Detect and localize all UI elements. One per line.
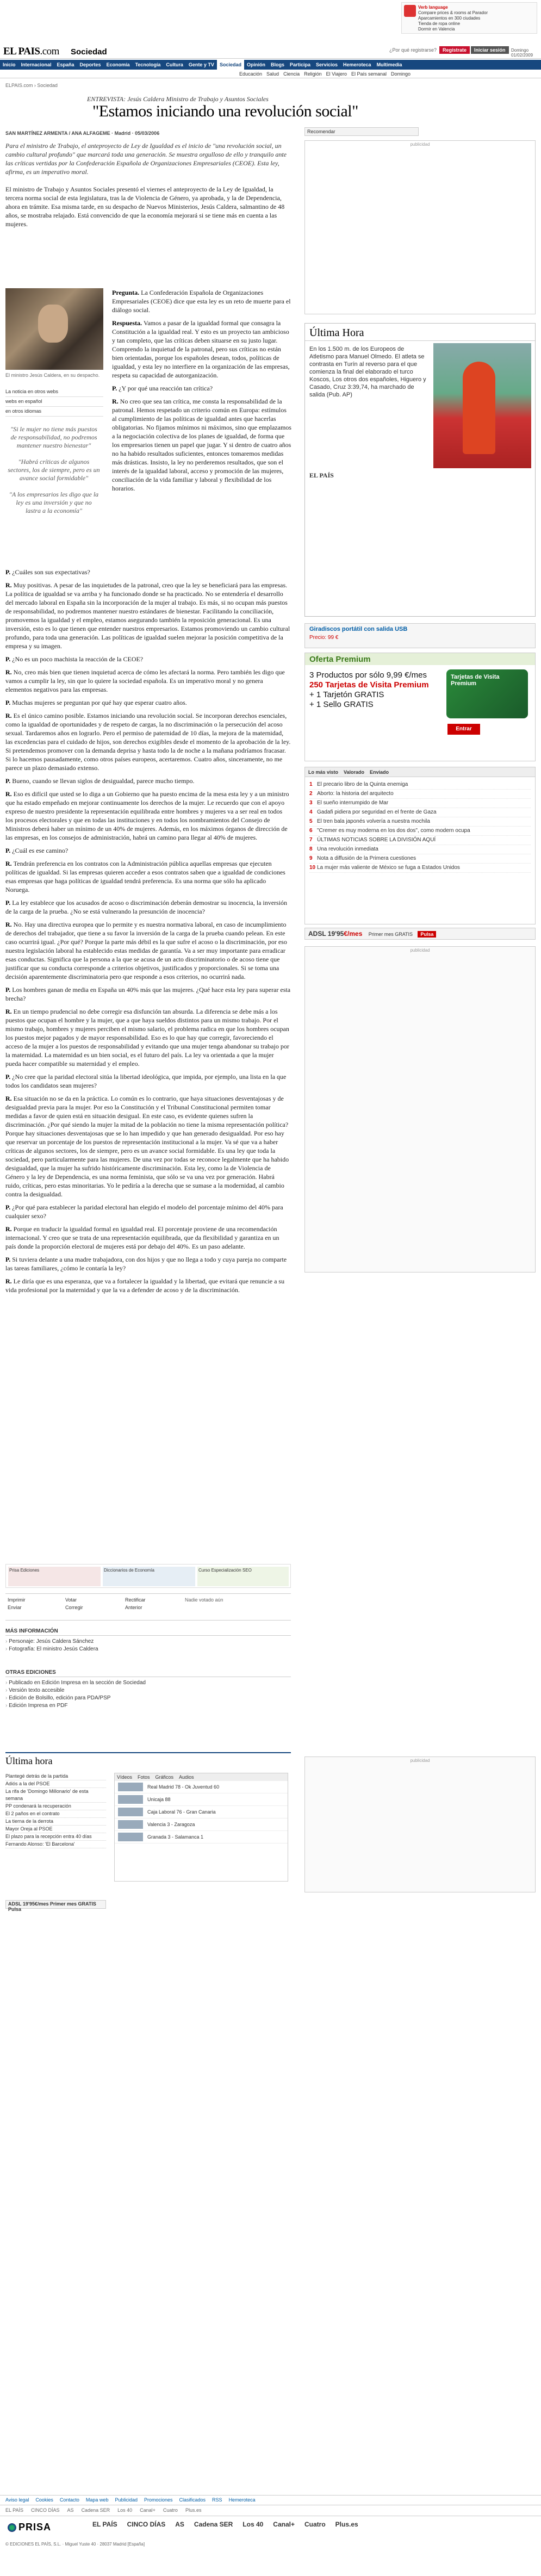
- most-viewed-item[interactable]: [309, 827, 531, 836]
- rank-number: 2: [309, 791, 313, 797]
- footer-links: [0, 2495, 541, 2504]
- qa-text: Eso es difícil que usted se lo diga a un Gobierno que ha puesto encima de la mesa esta ley y a un ministro que ha estado empeñado en mejorar continuamente los derechos de la mujer. Le recuerdo que con el apoyo expreso de nuestro presidente la representación equilibrada entre hombres y mujeres va a ser real en todos los procesos electorales y que en todas las instituciones y en todos los nombramientos del Consejo de Ministros deberá haber un mínimo de un 40% de mujeres. Además, en los máximos órganos de dirección de las empresas, en los consejos de administración, habrá un camino para llegar al 40% de mujeres.: [5, 790, 289, 841]
- media-item[interactable]: Real Madrid 78 - Ok Juventud 60: [115, 1781, 288, 1793]
- qa-paragraph: [5, 790, 291, 842]
- other-edition-link[interactable]: › Edición Impresa en PDF: [5, 1702, 291, 1710]
- ad-logo-icon: [404, 5, 416, 17]
- footer-link[interactable]: Promociones: [144, 2497, 173, 2503]
- prisa-brand[interactable]: Cadena SER: [194, 2521, 233, 2528]
- ad-line[interactable]: Dormir en Valencia: [418, 27, 455, 32]
- qa-text: Los hombres ganan de media en España un 40% más que las mujeres. ¿Qué hace esta ley para superar esta brecha?: [5, 986, 291, 1002]
- qa-paragraph: [5, 777, 291, 785]
- nav-item[interactable]: Blogs: [270, 62, 284, 67]
- article-body-column: [112, 288, 291, 497]
- qa-label: P.: [5, 847, 13, 854]
- footer-site[interactable]: CINCO DÍAS: [31, 2507, 60, 2513]
- rank-number: 4: [309, 809, 313, 815]
- most-viewed-item[interactable]: [309, 808, 531, 817]
- nav-item[interactable]: Hemeroteca: [343, 62, 371, 67]
- qa-paragraph: [5, 846, 291, 855]
- qa-text: ¿No cree que la paridad electoral sitúa la libertad ideológica, que impida, por ejemplo, una lista en la que todos los candidatos sean mujeres?: [5, 1073, 287, 1089]
- subnav-item[interactable]: El País semanal: [351, 71, 387, 77]
- nav-item[interactable]: España: [57, 62, 74, 67]
- qa-text: Porque en traducir la igualdad formal en igualdad real. El porcentaje proviene de una recomendación internacional. Y creo que se trata de una representación equilibrada, que da flexibilidad y garantiza en un país donde la proporción electoral de mujeres está por debajo del 40%. Es un paso adelante.: [5, 1225, 279, 1250]
- most-viewed-link[interactable]: Una revolución inmediata: [317, 846, 378, 852]
- ad-slot[interactable]: publicidad: [304, 140, 536, 314]
- most-viewed-item[interactable]: [309, 817, 531, 827]
- prisa-brand[interactable]: Plus.es: [335, 2521, 358, 2528]
- qa-text: Le diría que es una esperanza, que va a fortalecer la igualdad y la libertad, que evitará que renuncie a su vida profesional por la maternidad y que la va a defender de acoso y de la discriminación.: [5, 1277, 285, 1294]
- rank-number: 9: [309, 855, 313, 861]
- rank-number: 3: [309, 800, 313, 806]
- qa-label: P.: [5, 986, 13, 994]
- ultima-hora-box: [304, 323, 536, 617]
- ad-line[interactable]: Tienda de ropa online: [418, 21, 461, 26]
- most-viewed-link[interactable]: Nota a diffusión de la Primera cuestiones: [317, 855, 416, 861]
- qa-label: P.: [5, 1256, 13, 1263]
- product-ad[interactable]: Giradiscos portátil con salida USB Precio: 99 €: [304, 623, 536, 648]
- nav-item[interactable]: Sociedad: [217, 60, 244, 70]
- most-viewed-item[interactable]: [309, 854, 531, 864]
- sub-nav: [0, 70, 541, 78]
- qa-text: Esa situación no se da en la práctica. Lo común es lo contrario, que haya situaciones desventajosas y de desigualdad previa para la mujer. Por eso la Constitución y el Tribunal Constitucional permiten tomar medidas a favor de quien está en situación desigual. En este caso, es evidente quienes sufren la discriminación. ¿Por qué siendo la mujer la mitad de la población no tiene la misma representación política? Porque hay situaciones desventajosas que se lo han impedido y que han generado desigualdad. Por eso hay que reservar un porcentaje de los puestos de representación institucional a la mujer. Va sé que va a haber críticas de algunos sectores, los de siempre, pero es un avance social formidable. Es una ley que toda la sociedad, pero particularmente para las mujeres. De una vez por todas se reconoce legalmente que ha habido desigualdad, que la mujer ha sufrido históricamente discriminación. Esta ley, como la de Violencia de Género y la ley de Dependencia, es una norma feminista, que sólo se va una vez por generación. Habrá ruido, críticas, pero estas minoritarias. Yo le pediría a la derecha que se sumase a la modernidad, al cambio contra la desigualdad.: [5, 1095, 289, 1198]
- other-edition-link[interactable]: › Edición de Bolsillo, edición para PDA/PSP: [5, 1694, 291, 1702]
- footer-site[interactable]: Canal+: [140, 2507, 156, 2513]
- footer-site[interactable]: AS: [67, 2507, 74, 2513]
- nav-item[interactable]: Participa: [289, 62, 310, 67]
- footer-site[interactable]: Los 40: [117, 2507, 133, 2513]
- footer-site[interactable]: Plus.es: [185, 2507, 202, 2513]
- most-viewed-link[interactable]: La mujer más valiente de México se fuga a Estados Unidos: [317, 865, 460, 871]
- rank-number: 8: [309, 846, 313, 852]
- rank-number: 6: [309, 828, 313, 834]
- footer-site[interactable]: Cuatro: [163, 2507, 178, 2513]
- most-viewed-item[interactable]: [309, 845, 531, 854]
- more-info: MÁS INFORMACIÓN › Personaje: Jesús Caldera Sánchez › Fotografía: El ministro Jesús Caldera: [5, 1628, 291, 1653]
- premium-enter-button[interactable]: Entrar: [447, 724, 480, 735]
- breadcrumb[interactable]: ELPAIS.com › Sociedad: [5, 83, 58, 88]
- qa-label: R.: [5, 1008, 14, 1015]
- qa-paragraph: [5, 698, 291, 707]
- qa-label: R.: [5, 712, 14, 719]
- nav-item[interactable]: Economía: [106, 62, 130, 67]
- footer-link[interactable]: Aviso legal: [5, 2497, 29, 2503]
- qa-paragraph: [5, 1203, 291, 1220]
- qa-text: Muy positivas. A pesar de las inquietudes de la patronal, creo que la ley se beneficiará para las empresas. La política de igualdad se va arriba y ha funcionado donde se ha practicado. No se entendería el desarrollo del mercado laboral en España sin la incorporación de la mujer al trabajo. Es más, si no ocupan más puestos de responsabilidad, no podremos mantener nuestro estándares de bienestar. Facilitando la conciliación, promovemos la igualdad y el empleo, estamos asegurando también la reposición generacional. Es una inversión, esto es lo que tienen que entender nuestros empresarios. Estamos promoviendo un cambio cultural profundo, para toda una generación. Las políticas de igualdad suelen mejorar la posición competitiva de la empresa y su imagen.: [5, 581, 290, 650]
- qa-text: Muchas mujeres se preguntan por qué hay que esperar cuatro años.: [12, 699, 187, 706]
- adsl-ad[interactable]: ADSL 19'95€/mes Primer mes GRATIS Pulsa: [304, 928, 536, 940]
- nav-item[interactable]: Inicio: [3, 62, 16, 67]
- ultima-hora-item[interactable]: Fernando Alonso: 'El Barcelona': [5, 1841, 106, 1848]
- photo-caption: El ministro Jesús Caldera, en su despacho.: [5, 373, 100, 378]
- top-ad[interactable]: [401, 2, 537, 34]
- previous-button[interactable]: Anterior: [125, 1605, 142, 1610]
- ultima-hora-item[interactable]: Adiós a la del PSOE: [5, 1780, 106, 1788]
- ultima-hora-item[interactable]: La tierna de la derrota: [5, 1818, 106, 1826]
- subnav-item[interactable]: Salud: [266, 71, 279, 77]
- qa-text: Vamos a pasar de la igualdad formal que consagra la Constitución a la igualdad real. Y esto es un proyecto tan ambicioso y tan completo, que las críticas deben situarse en su justo lugar. Comprendo la inquietud de la patronal, pero sus críticas no están bien orientadas, porque los españoles desean, todos, políticas de igualdad, y esta ley no interfiere en la organización de las empresas, respeta su capacidad de autorganización.: [112, 319, 290, 379]
- nav-item[interactable]: Gente y TV: [188, 62, 214, 67]
- rank-number: 7: [309, 837, 313, 843]
- qa-paragraph: [5, 898, 291, 916]
- qa-text: Bueno, cuando se llevan siglos de desigualdad, parece mucho tiempo.: [12, 777, 195, 785]
- article-tools[interactable]: [304, 127, 419, 136]
- subnav-item[interactable]: Religión: [304, 71, 322, 77]
- footer-link[interactable]: Cookies: [35, 2497, 53, 2503]
- prisa-brand[interactable]: CINCO DÍAS: [127, 2521, 166, 2528]
- rank-number: 10: [309, 865, 316, 871]
- media-item[interactable]: Granada 3 - Salamanca 1: [115, 1831, 288, 1843]
- correct-button[interactable]: Corregir: [65, 1605, 83, 1610]
- footer-site[interactable]: Cadena SER: [81, 2507, 110, 2513]
- rank-number: 5: [309, 818, 313, 824]
- most-viewed-link[interactable]: Aborto: la historia del arquitecto: [317, 791, 394, 797]
- related-link[interactable]: en otros idiomas: [5, 407, 103, 417]
- qa-text: La ley establece que los acusados de acoso o discriminación deberán demostrar su inocencia, la inversión de la carga de la prueba. ¿No se está vulnerando la presunción de inocencia?: [5, 899, 288, 915]
- media-item[interactable]: Caja Laboral 76 - Gran Canaria: [115, 1806, 288, 1818]
- most-viewed: [304, 767, 536, 924]
- qa-paragraph: [5, 581, 291, 650]
- ad-title: Verb language: [418, 5, 448, 10]
- qa-text: Si tuviera delante a una madre trabajadora, con dos hijos y que no llega a todo y cuya pareja no comparte las tareas familiares, ¿cómo le contaría la ley?: [5, 1256, 287, 1272]
- prisa-logo[interactable]: PRISA: [8, 2522, 51, 2533]
- qa-paragraph: [5, 1072, 291, 1090]
- qa-label: R.: [5, 921, 14, 928]
- footer-link[interactable]: Contacto: [59, 2497, 79, 2503]
- prisa-globe-icon: [8, 2523, 16, 2532]
- qa-label: R.: [5, 1225, 14, 1233]
- other-editions: OTRAS EDICIONES › Publicado en Edición Impresa en la sección de Sociedad › Versión texto accesible › Edición de Bolsillo, edición para PDA/PSP › Edición Impresa en PDF: [5, 1669, 291, 1710]
- qa-paragraph: [5, 985, 291, 1003]
- rank-number: 1: [309, 781, 313, 787]
- recommend-button[interactable]: Recomendar: [307, 129, 335, 134]
- share-bar: [5, 1593, 291, 1621]
- qa-label: R.: [5, 668, 14, 676]
- qa-label: P.: [5, 1203, 13, 1211]
- footer-link[interactable]: RSS: [212, 2497, 222, 2503]
- qa-paragraph: [5, 668, 291, 694]
- qa-paragraph: [112, 319, 291, 380]
- ultima-hora-item[interactable]: Mayor Oreja al PSOE: [5, 1826, 106, 1833]
- qa-text: ¿Y por qué una reacción tan crítica?: [119, 384, 213, 392]
- qa-text: ¿Cuál es ese camino?: [12, 847, 69, 854]
- qa-label: P.: [112, 384, 119, 392]
- ad-prisa-ediciones[interactable]: Prisa Ediciones: [8, 1567, 101, 1586]
- ad-slot[interactable]: publicidad: [304, 946, 536, 1273]
- prisa-brand[interactable]: Los 40: [242, 2521, 264, 2528]
- footer-site[interactable]: EL PAÍS: [5, 2507, 24, 2513]
- ultima-hora-bottom: Última hora Plantegé detrás de la partida Adiós a la del PSOE La rifa de 'Domingo Millonario' de esta semana PP condenará la recuperación El 2 paños en el contrato La tierna de la derrota Mayor Oreja al PSOE El plazo para la recepción entra 40 días Fernando Alonso: 'El Barcelona' Vídeos Fotos Gráficos Audios Real Madrid 78 - Ok Juventud 60 Unicaja 88 Caja Laboral 76 - Gran Canaria Valencia 3 - Zaragoza Granada 3 - Salamanca 1 ADSL 19'95€/mes Primer mes GRATIS Pulsa: [5, 1752, 291, 1915]
- qa-text: ¿Cuáles son sus expectativas?: [12, 568, 90, 576]
- qa-paragraph: [112, 384, 291, 393]
- ultima-hora-item[interactable]: PP condenará la recuperación: [5, 1803, 106, 1810]
- most-viewed-item[interactable]: [309, 790, 531, 799]
- vote-button[interactable]: Votar: [65, 1597, 77, 1603]
- qa-paragraph: [5, 859, 291, 894]
- nav-item[interactable]: Servicios: [316, 62, 338, 67]
- subnav-item[interactable]: Domingo: [391, 71, 411, 77]
- prisa-brand[interactable]: AS: [175, 2521, 184, 2528]
- qa-label: P.: [5, 777, 13, 785]
- qa-text: ¿No es un poco machista la reacción de la CEOE?: [12, 655, 144, 663]
- footer-sites: [0, 2505, 541, 2515]
- most-viewed-item[interactable]: [309, 836, 531, 845]
- media-tab[interactable]: Fotos: [138, 1774, 150, 1780]
- pull-quote: "A los empresarios les digo que la ley es una inversión y que no lastra a la economía": [9, 491, 99, 514]
- pull-quote: "Habrá críticas de algunos sectores, los de siempre, pero es un avance social formidable": [8, 458, 100, 482]
- footer-link[interactable]: Clasificados: [179, 2497, 206, 2503]
- qa-text: La Confederación Española de Organizaciones Empresariales (CEOE) dice que esta ley es un reto de muerte para el diálogo social.: [112, 289, 291, 314]
- qa-label: P.: [5, 655, 13, 663]
- most-viewed-item[interactable]: [309, 799, 531, 808]
- nav-item[interactable]: Cultura: [166, 62, 183, 67]
- photo-subject: [38, 305, 68, 343]
- qa-label: P.: [5, 568, 13, 576]
- qa-label: Respuesta.: [112, 319, 144, 327]
- ad-curso-seo[interactable]: Curso Especialización SEO: [197, 1567, 289, 1586]
- ultima-hora-item[interactable]: El plazo para la recepción entra 40 días: [5, 1833, 106, 1841]
- bottom-ads: [5, 1564, 291, 1588]
- related-heading: La noticia en otros webs: [5, 387, 103, 397]
- qa-paragraph: [5, 1225, 291, 1251]
- other-edition-link[interactable]: › Publicado en Edición Impresa en la sección de Sociedad: [5, 1679, 291, 1687]
- article-lead: Para el ministro de Trabajo, el anteproyecto de Ley de Igualdad es el inicio de "una revolución social, un cambio cultural profundo" que marcará toda una generación. Se muestra orgulloso de ello y tranquilo ante las críticas vertidas por la Confederación Española de Organizaciones Empresariales (CEOE). Esta ley, afirma, es un imperativo moral.: [5, 142, 287, 176]
- premium-card: Tarjetas de Visita Premium: [446, 669, 528, 718]
- qa-paragraph: [5, 1255, 291, 1273]
- register-button[interactable]: Regístrate: [439, 46, 470, 54]
- media-tab[interactable]: Gráficos: [155, 1774, 174, 1780]
- qa-paragraph: [5, 711, 291, 772]
- more-info-link[interactable]: › Personaje: Jesús Caldera Sánchez: [5, 1638, 291, 1646]
- article-title: "Estamos iniciando una revolución social": [92, 102, 358, 120]
- elpais-logo: EL PAÍS: [309, 471, 334, 479]
- qa-text: No creo que sea tan crítica, me consta la responsabilidad de la patronal. Hemos respetado un criterio común en Europa: estímulos al cumplimiento de las políticas de igualdad antes que hacerlas obligatorias. No fijamos mínimos ni máximos, sino que emplazamos a la negociación colectiva de los planes de igualdad, de forma que los empresarios tienen un papel que jugar. Y si dentro de cuatro años no ha habido resultados suficientes, entonces tomaremos medidas más drásticas. Insisto, la ley no perderemos resultados, que son el interés de la igualdad laboral, acceso y promoción de las mujeres, conciliación de la vida familiar y laboral y flexibilidad de los horarios.: [112, 398, 291, 492]
- subnav-item[interactable]: Ciencia: [283, 71, 300, 77]
- most-viewed-link[interactable]: El sueño interrumpido de Mar: [317, 800, 389, 806]
- send-button[interactable]: Enviar: [8, 1605, 22, 1610]
- qa-label: P.: [5, 699, 13, 706]
- qa-text: ¿Por qué para establecer la paridad electoral han elegido el modelo del porcentaje mínimo del 40% para cualquier sexo?: [5, 1203, 283, 1220]
- article-kicker: ENTREVISTA: Jesús Caldera Ministro de Trabajo y Asuntos Sociales: [87, 95, 269, 103]
- most-viewed-tab[interactable]: Lo más visto: [308, 769, 339, 775]
- qa-paragraph: [5, 1094, 291, 1199]
- qa-text: No, creo más bien que tienen inquietud acerca de cómo les afectará la norma. Pero también les digo que vamos a cumplir la ley, sin que lo quiere la sociedad española. Es un imperativo moral y no genera elementos negativos para las empresas.: [5, 668, 285, 693]
- prisa-brand[interactable]: Cuatro: [304, 2521, 326, 2528]
- more-info-link[interactable]: › Fotografía: El ministro Jesús Caldera: [5, 1646, 291, 1653]
- ad-slot[interactable]: publicidad: [304, 1756, 536, 1892]
- qa-paragraph: [5, 1007, 291, 1068]
- subnav-item[interactable]: El Viajero: [326, 71, 347, 77]
- pull-quote: "Si le mujer no tiene más puestos de responsabilidad, no podremos mantener nuestro bienestar": [10, 425, 97, 449]
- section-title: Sociedad: [71, 47, 107, 57]
- prisa-brand[interactable]: EL PAÍS: [92, 2521, 117, 2528]
- prisa-bar: [0, 2516, 541, 2537]
- qa-label: R.: [5, 581, 14, 589]
- qa-text: En un tiempo prudencial no debe corregir esa disfunción tan absurda. La diferencia se debe más a los puestos que ocupan el hombre y la mujer, que a que haya sueldos distintos para un mismo trabajo. Por el mismo trabajo, hombres y mujeres perciben el mismo salario, el problema radica en que los hombres ocupan los puestos mejor pagados y de mayor responsabilidad. Eso es lo que hay que corregir, favoreciendo el acceso de la mujer a los puestos de responsabilidad y evitando que una mujer tenga abandonar su trabajo por la maternidad. La maternidad es un bien social, es el futuro del país. La ley va orientada a que la mujer pueda hacer compatible su maternidad y el empleo.: [5, 1008, 289, 1067]
- most-viewed-link[interactable]: El precario libro de la Quinta enemiga: [317, 781, 408, 787]
- qa-paragraph: [5, 1277, 291, 1294]
- media-tab[interactable]: Vídeos: [117, 1774, 133, 1780]
- site-logo[interactable]: EL PAIS.com: [3, 46, 59, 57]
- media-tab[interactable]: Audios: [179, 1774, 194, 1780]
- qa-label: Pregunta.: [112, 289, 141, 296]
- footer-link[interactable]: Hemeroteca: [228, 2497, 256, 2503]
- media-item[interactable]: Unicaja 88: [115, 1793, 288, 1806]
- article-body: [5, 568, 291, 1299]
- qa-label: R.: [5, 1095, 14, 1102]
- qa-label: R.: [5, 860, 14, 867]
- nav-item[interactable]: Deportes: [79, 62, 101, 67]
- footer-link[interactable]: Mapa web: [85, 2497, 109, 2503]
- qa-label: P.: [5, 1073, 13, 1081]
- main-nav: [0, 60, 541, 70]
- register-question[interactable]: ¿Por qué registrarse?: [389, 47, 437, 53]
- media-box: [114, 1773, 288, 1882]
- qa-text: Es el único camino posible. Estamos iniciando una revolución social. Se incorporan derechos esenciales, como la igualdad de oportunidades y de respeto de cargas, la no discriminación o la persecución del acoso sexual. Tardaremos años en lograrlo. Pero el permiso de paternidad de 10 días, la mejora de la maternidad, las excedencias para el cuidado de hijos, son derechos exigibles desde el momento de la aprobación de la ley. Si pretendemos promover con la demanda deprisa y hasta todo la de noche a la mañana podríamos fracasar. Si lo hacemos pausadamente, como otros países europeos, acertaremos. Cuatro años, sinceramente, no me parece un plazo demasiado extenso.: [5, 712, 291, 772]
- qa-label: R.: [5, 790, 14, 798]
- most-viewed-link[interactable]: El tren bala japonés volvería a nuestra mochila: [317, 818, 430, 824]
- prisa-brand[interactable]: Canal+: [273, 2521, 295, 2528]
- qa-label: R.: [5, 1277, 14, 1285]
- most-viewed-tab[interactable]: Enviado: [370, 769, 389, 775]
- most-viewed-link[interactable]: "Cremer es muy moderna en los dos dos", como modern ocupa: [317, 828, 470, 834]
- ultima-hora-title: Última Hora: [305, 324, 535, 341]
- date-label: Domingo 01/02/2009: [511, 48, 533, 58]
- copyright: © EDICIONES EL PAÍS, S.L. · Miguel Yuste 40 · 28037 Madrid [España]: [5, 2542, 145, 2547]
- votes-label: Nadie votado aún: [185, 1597, 223, 1603]
- ad-diccionarios[interactable]: Diccionarios de Economía: [103, 1567, 195, 1586]
- qa-paragraph: [5, 655, 291, 663]
- qa-paragraph: [112, 288, 291, 314]
- ad-line[interactable]: Aparcamientos en 300 ciudades: [418, 16, 481, 21]
- rectify-button[interactable]: Rectificar: [125, 1597, 146, 1603]
- most-viewed-item[interactable]: [309, 780, 531, 790]
- ultima-hora-item[interactable]: Plantegé detrás de la partida: [5, 1773, 106, 1780]
- ultima-hora-photo[interactable]: [433, 343, 531, 468]
- most-viewed-item[interactable]: [309, 864, 531, 873]
- login-button[interactable]: Iniciar sesión: [471, 46, 509, 54]
- qa-text: No. Hay una directiva europea que lo permite y es nuestra normativa laboral, en caso de incumplimiento de derechos del trabajador, que tiene a su favor la inversión de la carga de la prueba cuando pelean. En este caso ocurrirá igual. ¿Por qué? Porque la parte más débil es la que sufre el acoso o la discriminación, por eso nuestra legislación laboral ha establecido estas medidas de garantía. Va a ser muy importante para erradicar esas conductas. Significa que la persona a la que se acusa de un acto discriminatorio o de acoso tiene que justificar que su conducta corresponde a criterios objetivos, justificados y proporcionales. Si se toma una decisión aparentemente discriminatoria pero que responde a esos criterios, no ocurrirá nada.: [5, 921, 287, 980]
- ultima-hora-item[interactable]: La rifa de 'Domingo Millonario' de esta semana: [5, 1788, 106, 1803]
- qa-paragraph: [112, 397, 291, 493]
- nav-item[interactable]: Opinión: [246, 62, 265, 67]
- related-link[interactable]: webs en español: [5, 397, 103, 407]
- ultima-hora-text[interactable]: En los 1.500 m. de los Europeos de Atletismo para Manuel Olmedo. El atleta se contrasta en Turín al reverso para el que comienza la final del elaborado el turco Koscos, Los otros dos españoles, Higuero y Casado, Cruz 3:39,74, ha marchado de salida (Pub. AP): [309, 346, 426, 398]
- qa-label: R.: [112, 398, 120, 405]
- footer-link[interactable]: Publicidad: [115, 2497, 138, 2503]
- nav-item[interactable]: Internacional: [21, 62, 52, 67]
- premium-offer[interactable]: Oferta Premium 3 Productos por sólo 9,99 €/mes 250 Tarjetas de Visita Premium + 1 Tarjetón GRATIS + 1 Sello GRATIS Tarjetas de Visita Premium Entrar: [304, 653, 536, 761]
- qa-text: Tendrán preferencia en los contratos con la Administración pública aquellas empresas que ejecuten políticas de igualdad. Si las empresas quieren acceder a esos contratos saben que a igualdad de condiciones esas empresas que haga políticas de igualdad tendrá preferencia. Es una norma que sólo ha aplicado Noruega.: [5, 860, 285, 893]
- qa-label: P.: [5, 899, 13, 907]
- qa-paragraph: [5, 568, 291, 576]
- other-edition-link[interactable]: › Versión texto accesible: [5, 1687, 291, 1694]
- most-viewed-link[interactable]: Gadafi pidiera por seguridad en el frente de Gaza: [317, 809, 437, 815]
- article-intro: El ministro de Trabajo y Asuntos Sociales presentó el viernes el anteproyecto de la Ley de Igualdad, la tercera norma social de esta legislatura, tras la de Violencia de Género, ya aprobada, y la de Dependencia, ahora en trámite. Esa misma tarde, en su despacho de Nuevos Ministerios, Jesús Caldera, salmantino de 48 años, se mostraba relajado. Está convencido de que la economía mejorará si se tiene más en cuenta a las mujeres.: [5, 185, 285, 228]
- media-item[interactable]: Valencia 3 - Zaragoza: [115, 1818, 288, 1831]
- masthead: [0, 42, 541, 59]
- print-button[interactable]: Imprimir: [8, 1597, 26, 1603]
- related-links: [5, 387, 103, 417]
- qa-paragraph: [5, 920, 291, 981]
- ad-line[interactable]: Compare prices & rooms at Parador: [418, 10, 488, 15]
- nav-item[interactable]: Multimedia: [376, 62, 402, 67]
- nav-item[interactable]: Tecnología: [135, 62, 161, 67]
- ultima-hora-item[interactable]: El 2 paños en el contrato: [5, 1810, 106, 1818]
- most-viewed-tab[interactable]: Valorado: [344, 769, 365, 775]
- adsl-ad[interactable]: ADSL 19'95€/mes Primer mes GRATIS Pulsa: [5, 1900, 106, 1909]
- article-byline: SAN MARTÍNEZ ARMENTA / ANA ALFAGEME · Madrid · 05/03/2006: [5, 131, 160, 136]
- subnav-item[interactable]: Educación: [239, 71, 263, 77]
- most-viewed-link[interactable]: ÚLTIMAS NOTICIAS SOBRE LA DIVISIÓN AQUÍ: [317, 837, 436, 843]
